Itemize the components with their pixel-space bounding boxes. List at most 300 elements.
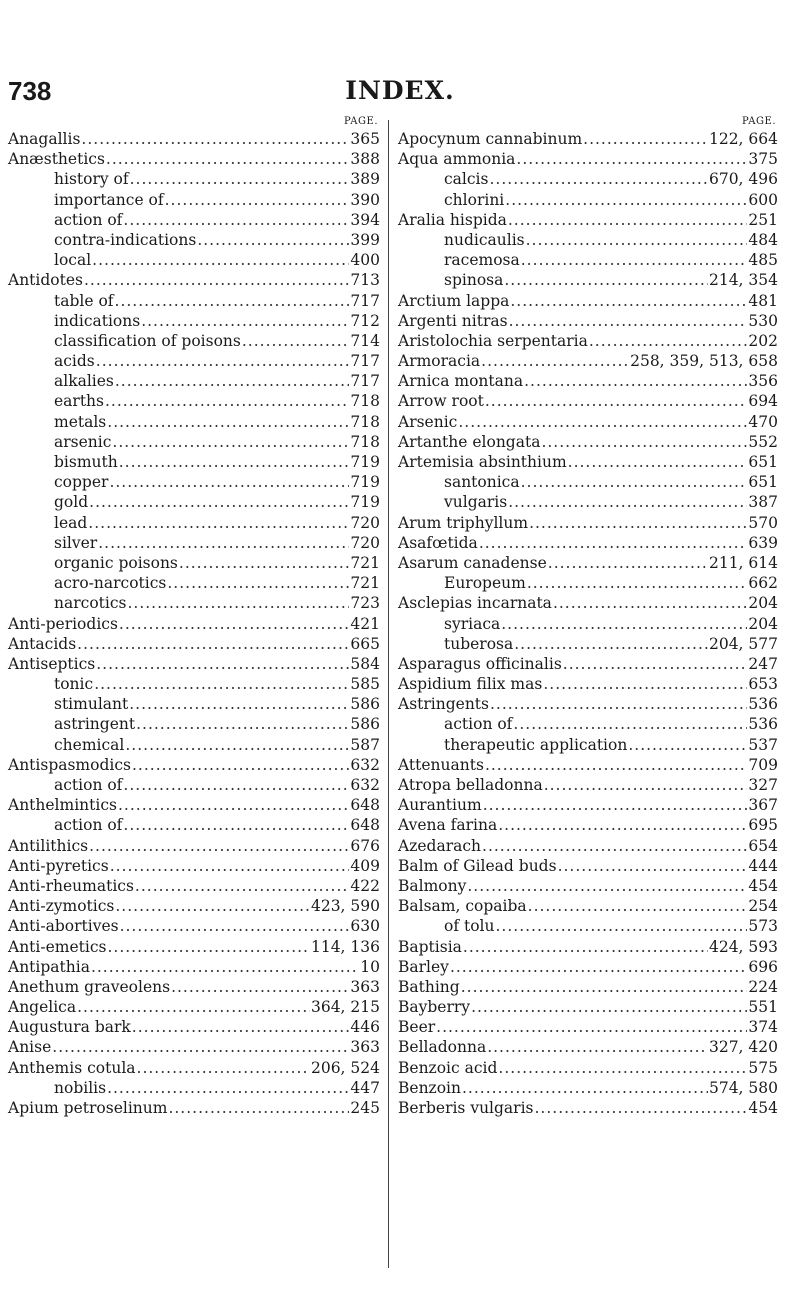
index-page-ref: 481 [748, 291, 778, 310]
index-term: Balmony [398, 876, 467, 895]
index-entry [8, 553, 380, 573]
index-term: action of [54, 776, 123, 794]
index-entry [398, 270, 778, 290]
index-entry [8, 270, 380, 290]
index-term: Avena farina [398, 816, 498, 835]
dot-leader [524, 371, 747, 391]
index-page-ref: 586 [350, 695, 380, 714]
index-entry [8, 654, 380, 674]
index-page-ref: 327, 420 [708, 1038, 778, 1057]
index-term: earths [54, 392, 104, 411]
index-term: Asparagus officinalis [398, 654, 562, 673]
index-term: chlorini [444, 190, 505, 209]
index-entry [398, 856, 778, 876]
index-page-ref: 712 [350, 311, 380, 330]
index-entry [8, 250, 380, 270]
dot-leader [107, 412, 349, 432]
index-entry [8, 1037, 380, 1057]
index-page-ref: 327 [748, 776, 778, 794]
index-page-ref: 375 [748, 150, 778, 169]
dot-leader [498, 1058, 747, 1078]
index-page-ref: 399 [350, 230, 380, 249]
dot-leader [167, 573, 349, 593]
index-page-ref: 536 [748, 715, 778, 734]
index-term: Arsenic [398, 412, 458, 431]
dot-leader [123, 815, 349, 835]
dot-leader [501, 614, 747, 634]
index-term: Aristolochia serpentaria [398, 331, 588, 350]
dot-leader [197, 230, 349, 250]
index-term: of tolu [444, 917, 495, 936]
index-page-ref: 718 [350, 392, 380, 411]
index-term: Anethum graveolens [8, 977, 171, 996]
index-entry [8, 593, 380, 613]
index-term: Arrow root [398, 392, 484, 411]
index-term: Atropa belladonna [398, 776, 543, 794]
index-page-ref: 648 [350, 816, 380, 835]
index-entry [8, 432, 380, 452]
index-term: nobilis [54, 1078, 107, 1097]
index-entry [8, 412, 380, 432]
index-page-ref: 720 [350, 513, 380, 532]
index-term: table of [54, 291, 114, 310]
index-entry [8, 795, 380, 815]
dot-leader [112, 432, 349, 452]
index-entry [398, 331, 778, 351]
index-entry [398, 614, 778, 634]
index-term: calcis [444, 170, 489, 189]
index-term: Artemisia absinthium [398, 453, 567, 471]
index-term: action of [444, 715, 513, 734]
index-entry [8, 997, 380, 1017]
dot-leader [171, 977, 349, 997]
index-page-ref: 424, 593 [708, 937, 778, 956]
index-entry [8, 755, 380, 775]
index-entry [398, 714, 778, 734]
dot-leader [106, 149, 350, 169]
index-entry [8, 230, 380, 250]
dot-leader [508, 492, 747, 512]
index-page-ref: 654 [748, 836, 778, 855]
index-entry [8, 1098, 380, 1118]
index-term: gold [54, 493, 89, 512]
index-page-ref: 718 [350, 412, 380, 431]
index-term: Antacids [8, 634, 77, 653]
index-entry [398, 1098, 778, 1118]
dot-leader [105, 391, 349, 411]
index-term: Antiseptics [8, 654, 96, 673]
index-entry [398, 896, 778, 916]
dot-leader [529, 513, 747, 533]
index-page-ref: 204 [748, 594, 778, 613]
index-entry [398, 210, 778, 230]
dot-leader [89, 492, 349, 512]
index-term: Asclepias incarnata [398, 594, 552, 613]
index-entry [398, 775, 778, 795]
index-term: bismuth [54, 453, 118, 471]
index-page-ref: 718 [350, 432, 380, 451]
index-page-ref: 632 [350, 776, 380, 794]
index-term: Anti-periodics [8, 614, 118, 633]
dot-leader [528, 896, 748, 916]
index-term: Angelica [8, 998, 77, 1017]
index-entry [398, 412, 778, 432]
index-entry [8, 190, 380, 210]
index-entry [8, 573, 380, 593]
index-term: Aralia hispida [398, 210, 507, 229]
dot-leader [527, 573, 748, 593]
index-entry [398, 472, 778, 492]
index-page-ref: 356 [748, 372, 778, 391]
index-term: history of [54, 170, 129, 189]
index-term: spinosa [444, 271, 504, 290]
index-page-ref: 530 [748, 311, 778, 330]
dot-leader [544, 775, 748, 795]
dot-leader [136, 714, 349, 734]
index-term: Anti-emetics [8, 937, 107, 956]
index-entry [398, 977, 778, 997]
dot-leader [165, 190, 350, 210]
index-column-left [8, 115, 380, 1118]
index-page-ref: 719 [350, 473, 380, 492]
index-page-ref: 204 [748, 614, 778, 633]
index-page-ref: 600 [748, 190, 778, 209]
index-entry [398, 795, 778, 815]
index-entry [398, 533, 778, 553]
index-entry [8, 1078, 380, 1098]
index-entry [398, 997, 778, 1017]
index-page-ref: 245 [350, 1099, 380, 1117]
dot-leader [94, 674, 349, 694]
index-entry [398, 432, 778, 452]
index-entry [8, 937, 380, 957]
dot-leader [563, 654, 748, 674]
index-page-ref: 202 [748, 331, 778, 350]
index-term: Armoracia [398, 352, 481, 371]
index-page-ref: 421 [350, 614, 380, 633]
index-entry [398, 815, 778, 835]
index-page-ref: 717 [350, 291, 380, 310]
index-entry [8, 957, 380, 977]
index-page-ref: 709 [748, 755, 778, 774]
index-entry [8, 492, 380, 512]
dot-leader [84, 270, 349, 290]
dot-leader [109, 472, 349, 492]
page-column-label: PAGE. [742, 116, 776, 127]
dot-leader [107, 937, 310, 957]
index-page-ref: 639 [748, 533, 778, 552]
index-term: classification of poisons [54, 331, 241, 350]
index-term: Anti-zymotics [8, 897, 115, 916]
index-entry [8, 311, 380, 331]
dot-leader [471, 997, 747, 1017]
index-page-ref: 390 [350, 190, 380, 209]
index-entry [398, 250, 778, 270]
index-term: Anagallis [8, 130, 81, 148]
index-term: Aspidium filix mas [398, 675, 543, 694]
page-number: 738 [8, 76, 52, 106]
index-term: Europeum [444, 574, 526, 593]
dot-leader [89, 836, 349, 856]
index-entry [8, 169, 380, 189]
index-term: Argenti nitras [398, 311, 508, 330]
dot-leader [119, 614, 349, 634]
dot-leader [496, 916, 748, 936]
dot-leader [505, 190, 747, 210]
index-term: Antidotes [8, 271, 83, 290]
dot-leader [463, 937, 708, 957]
index-page-ref: 364, 215 [310, 998, 380, 1017]
index-entry [8, 714, 380, 734]
index-term: Antilithics [8, 836, 89, 855]
index-page-ref: 254 [748, 897, 778, 916]
index-page-ref: 409 [350, 856, 380, 875]
index-page-ref: 632 [350, 755, 380, 774]
index-page-ref: 665 [350, 634, 380, 653]
index-term: Anæsthetics [8, 150, 105, 169]
index-term: alkalies [54, 372, 114, 391]
index-entry [8, 513, 380, 533]
index-entry [8, 735, 380, 755]
index-page-ref: 446 [350, 1018, 380, 1037]
index-term: Benzoin [398, 1078, 461, 1097]
index-term: nudicaulis [444, 230, 525, 249]
dot-leader [526, 230, 748, 250]
index-term: Berberis vulgaris [398, 1099, 534, 1117]
dot-leader [77, 634, 349, 654]
index-page-ref: 575 [748, 1058, 778, 1077]
index-page-ref: 388 [350, 150, 380, 169]
index-term: Beer [398, 1018, 436, 1037]
index-page-ref: 721 [350, 574, 380, 593]
index-entry [8, 129, 380, 149]
index-page-ref: 651 [748, 453, 778, 471]
dot-leader [589, 331, 748, 351]
index-term: silver [54, 533, 98, 552]
index-term: Artanthe elongata [398, 432, 541, 451]
index-page-ref: 444 [748, 856, 778, 875]
index-term: Arum triphyllum [398, 513, 529, 532]
dot-leader [52, 1037, 349, 1057]
index-entry [398, 1037, 778, 1057]
index-term: Anise [8, 1038, 52, 1057]
dot-leader [132, 755, 349, 775]
index-entry [8, 916, 380, 936]
index-page-ref: 363 [350, 977, 380, 996]
index-term: Baptisia [398, 937, 462, 956]
dot-leader [179, 553, 350, 573]
index-page-ref: 719 [350, 453, 380, 471]
dot-leader [118, 795, 349, 815]
dot-leader [548, 553, 708, 573]
dot-leader [137, 1058, 310, 1078]
index-term: astringent [54, 715, 136, 734]
index-page-ref: 723 [350, 594, 380, 613]
index-term: Benzoic acid [398, 1058, 498, 1077]
index-page-ref: 648 [350, 796, 380, 815]
index-entry [398, 291, 778, 311]
index-entry [398, 513, 778, 533]
index-entry [8, 977, 380, 997]
index-term: Anthelmintics [8, 796, 117, 815]
dot-leader [436, 1017, 747, 1037]
index-entry [398, 755, 778, 775]
index-page-ref: 470 [748, 412, 778, 431]
index-term: acro-narcotics [54, 574, 167, 593]
dot-leader [125, 735, 349, 755]
index-page-ref: 400 [350, 251, 380, 270]
index-term: Augustura bark [8, 1018, 131, 1037]
index-entry [398, 836, 778, 856]
index-term: Asafœtida [398, 533, 478, 552]
dot-leader [510, 291, 747, 311]
index-entry [398, 573, 778, 593]
index-page-ref: 719 [350, 493, 380, 512]
index-entry [8, 291, 380, 311]
index-page-ref: 365 [350, 130, 380, 148]
index-page-ref: 537 [748, 735, 778, 754]
index-entry [8, 351, 380, 371]
index-term: Anti-rheumatics [8, 876, 134, 895]
dot-leader [482, 836, 747, 856]
dot-leader [461, 977, 748, 997]
index-entry [8, 533, 380, 553]
index-term: copper [54, 473, 109, 492]
dot-leader [489, 169, 707, 189]
index-entry [398, 311, 778, 331]
index-page-ref: 454 [748, 876, 778, 895]
index-entry [398, 1058, 778, 1078]
dot-leader [487, 1037, 708, 1057]
index-page-ref: 423, 590 [310, 897, 380, 916]
running-head-title: INDEX. [345, 76, 455, 105]
index-term: Barley [398, 957, 449, 976]
index-term: action of [54, 210, 123, 229]
index-entry [398, 190, 778, 210]
dot-leader [91, 957, 359, 977]
dot-leader [123, 210, 349, 230]
dot-leader [129, 694, 349, 714]
index-page-ref: 552 [748, 432, 778, 451]
index-term: contra-indications [54, 230, 197, 249]
index-page-ref: 676 [350, 836, 380, 855]
index-page-ref: 422 [350, 876, 380, 895]
index-page-ref: 653 [748, 675, 778, 694]
index-page-ref: 206, 524 [310, 1058, 380, 1077]
index-page-ref: 720 [350, 533, 380, 552]
index-page-ref: 389 [350, 170, 380, 189]
dot-leader [96, 351, 350, 371]
index-entry [398, 553, 778, 573]
index-entry [398, 654, 778, 674]
index-entry [398, 230, 778, 250]
index-entry [398, 593, 778, 613]
dot-leader [514, 634, 708, 654]
index-page-ref: 630 [350, 917, 380, 936]
index-page-ref: 447 [350, 1078, 380, 1097]
index-page-ref: 394 [350, 210, 380, 229]
dot-leader [462, 1078, 708, 1098]
dot-leader [479, 533, 748, 553]
index-page-ref: 374 [748, 1018, 778, 1037]
index-entry [398, 735, 778, 755]
index-term: Astringents [398, 695, 489, 714]
dot-leader [485, 391, 748, 411]
dot-leader [242, 331, 350, 351]
dot-leader [115, 371, 350, 391]
index-page-ref: 367 [748, 796, 778, 815]
index-entry [8, 452, 380, 472]
index-entry [8, 391, 380, 411]
dot-leader [513, 714, 747, 734]
index-entry [8, 876, 380, 896]
index-entry [398, 1017, 778, 1037]
index-term: therapeutic application [444, 735, 628, 754]
index-term: Attenuants [398, 755, 484, 774]
index-term: importance of [54, 190, 164, 209]
dot-leader [115, 896, 310, 916]
index-entry [398, 876, 778, 896]
index-term: organic poisons [54, 553, 178, 572]
index-page-ref: 587 [350, 735, 380, 754]
dot-leader [509, 311, 748, 331]
index-term: Bayberry [398, 998, 471, 1017]
dot-leader [77, 997, 310, 1017]
dot-leader [483, 795, 748, 815]
index-page-ref: 214, 354 [708, 271, 778, 290]
index-page-ref: 258, 359, 513, 658 [630, 352, 778, 371]
dot-leader [110, 856, 350, 876]
dot-leader [485, 755, 747, 775]
index-page-ref: 696 [748, 957, 778, 976]
dot-leader [127, 593, 349, 613]
index-entry [398, 452, 778, 472]
dot-leader [467, 876, 747, 896]
index-term: tuberosa [444, 634, 514, 653]
index-page-ref: 573 [748, 917, 778, 936]
index-entry [398, 634, 778, 654]
index-entry [8, 614, 380, 634]
index-term: lead [54, 513, 88, 532]
index-page-ref: 247 [748, 654, 778, 673]
index-page-ref: 387 [748, 493, 778, 512]
index-term: tonic [54, 675, 94, 694]
dot-leader [543, 674, 747, 694]
index-page-ref: 694 [748, 392, 778, 411]
index-term: syriaca [444, 614, 501, 633]
index-entry [8, 674, 380, 694]
dot-leader [450, 957, 747, 977]
index-term: Bathing [398, 977, 460, 996]
index-entry [398, 1078, 778, 1098]
column-divider [388, 120, 389, 1268]
index-entry [8, 856, 380, 876]
dot-leader [107, 1078, 349, 1098]
index-term: Balsam, copaiba [398, 897, 527, 916]
index-term: Asarum canadense [398, 553, 547, 572]
index-page-ref: 204, 577 [708, 634, 778, 653]
index-term: Azedarach [398, 836, 482, 855]
index-term: Apium petroselinum [8, 1099, 168, 1117]
index-page-ref: 484 [748, 230, 778, 249]
index-entry [398, 149, 778, 169]
index-entry [8, 634, 380, 654]
index-entry [398, 916, 778, 936]
index-entry [8, 472, 380, 492]
dot-leader [628, 735, 747, 755]
index-term: Belladonna [398, 1038, 487, 1057]
dot-leader [481, 351, 629, 371]
